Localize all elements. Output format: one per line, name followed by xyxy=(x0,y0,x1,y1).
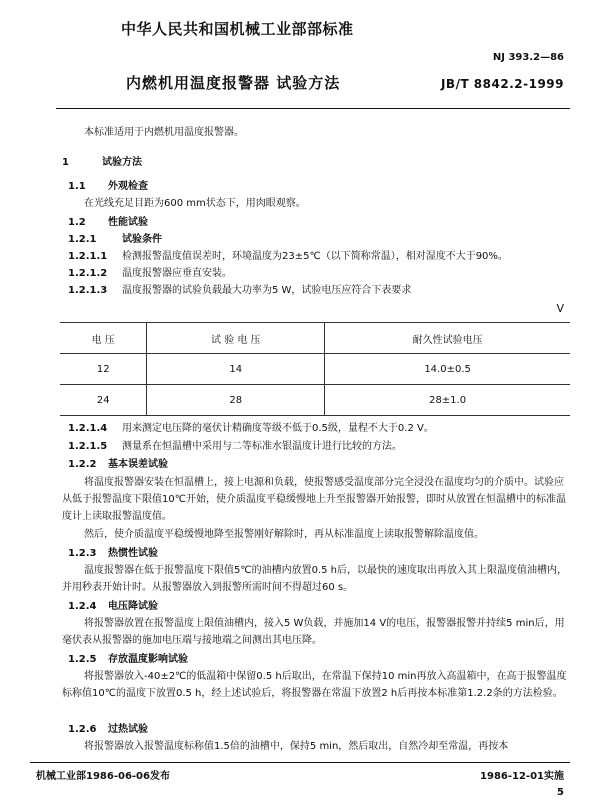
standard-number-new: JB/T 8842.2-1999 xyxy=(440,77,564,91)
section-1-2-3-heading xyxy=(68,545,568,562)
section-number: 1.2.6 xyxy=(68,724,97,735)
section-1-2-1-heading xyxy=(68,231,568,248)
section-1-2-4-paragraph: 将报警器放置在报警温度上限值油槽内，接入5 W负载，并施加14 V的电压，报警器报警并持续5 min后，用毫伏表从报警器的施加电压端与接地端之间测出其电压降。 xyxy=(62,618,565,646)
section-title: 热惯性试验 xyxy=(108,548,158,559)
table-header-cell: 试 验 电 压 xyxy=(147,323,325,354)
section-number: 1.2.2 xyxy=(68,459,97,470)
section-number: 1.2.1.3 xyxy=(68,285,108,296)
scope-paragraph: 本标准适用于内燃机用温度报警器。 xyxy=(84,127,244,138)
section-1-2-1-5 xyxy=(68,438,568,455)
section-title: 试验条件 xyxy=(122,234,162,245)
section-title: 试验方法 xyxy=(102,157,142,168)
voltage-table xyxy=(60,322,570,416)
table-cell: 12 xyxy=(60,354,147,385)
table-cell: 28±1.0 xyxy=(325,385,570,416)
section-number: 1.2.3 xyxy=(68,548,97,559)
table-cell: 14.0±0.5 xyxy=(325,354,570,385)
section-number: 1.2.4 xyxy=(68,601,97,612)
section-body: 用来测定电压降的毫伏计精确度等级不低于0.5级，量程不大于0.2 V。 xyxy=(122,423,434,434)
section-body: 温度报警器应垂直安装。 xyxy=(122,268,232,279)
section-number: 1.2.1.1 xyxy=(68,251,108,262)
section-title: 存放温度影响试验 xyxy=(108,654,188,665)
standard-number-old: NJ 393.2—86 xyxy=(492,52,564,63)
section-1-2-6-paragraph: 将报警器放入报警温度标称值1.5倍的油槽中，保持5 min，然后取出，自然冷却至常温，再按本 xyxy=(84,741,509,752)
section-number: 1 xyxy=(62,157,69,168)
table-unit: V xyxy=(556,302,564,315)
section-1-1-heading xyxy=(68,178,568,195)
table-row xyxy=(60,354,570,385)
section-1-2-3-paragraph: 温度报警器在低于报警温度下限值5℃的油槽内放置0.5 h后，以最快的速度取出再放入其上限温度值油槽内，并用秒表开始计时。从报警器放入到报警所需时间不得超过60 s。 xyxy=(62,565,568,593)
section-number: 1.2.1 xyxy=(68,234,97,245)
section-1-2-heading xyxy=(68,214,568,231)
section-1-2-2-paragraph-1: 将温度报警器安装在恒温槽上，接上电源和负载，使报警感受温度部分完全浸没在温度均匀的介质中。试验应从低于报警温度下限值10℃开始，使介质温度平稳缓慢地上升至报警器开始报警，即时从放置在恒温槽中的标准温度计上读取报警温度值。 xyxy=(62,477,566,522)
section-title: 电压降试验 xyxy=(108,601,158,612)
issued-date: 机械工业部1986-06-06发布 xyxy=(36,771,170,782)
section-1-2-1-2 xyxy=(68,265,568,282)
page-number: 5 xyxy=(557,787,564,798)
section-1-2-1-3 xyxy=(68,282,568,299)
table-header-cell: 耐久性试验电压 xyxy=(325,323,570,354)
section-title: 外观检查 xyxy=(108,181,148,192)
section-1-2-5-paragraph: 将报警器放入-40±2℃的低温箱中保留0.5 h后取出，在常温下保持10 min再放入高温箱中，在高于报警温度标称值10℃的温度下放置0.5 h，经上述试验后，将报警器在常温下放置2 h后再按本标准第1.2.2条的方法检验。 xyxy=(62,671,567,699)
table-header-row xyxy=(60,323,570,354)
section-1-2-2-heading xyxy=(68,456,568,473)
section-1-2-2-paragraph-2: 然后，使介质温度平稳缓慢地降至报警刚好解除时，再从标准温度上读取报警解除温度值。 xyxy=(84,529,484,540)
footer-rule xyxy=(30,762,570,763)
section-number: 1.2.1.2 xyxy=(68,268,108,279)
table-cell: 28 xyxy=(147,385,325,416)
section-1-heading xyxy=(62,154,568,171)
header-rule xyxy=(56,108,570,109)
section-number: 1.1 xyxy=(68,181,86,192)
table-row xyxy=(60,385,570,416)
document-title: 内燃机用温度报警器 试验方法 xyxy=(126,74,341,92)
table-cell: 14 xyxy=(147,354,325,385)
section-1-1-body: 在光线充足目距为600 mm状态下，用肉眼观察。 xyxy=(84,198,306,209)
section-title: 基本误差试验 xyxy=(108,459,168,470)
section-1-2-6-heading xyxy=(68,721,568,738)
effective-date: 1986-12-01实施 xyxy=(480,771,564,782)
section-title: 过热试验 xyxy=(108,724,148,735)
section-1-2-5-heading xyxy=(68,651,568,668)
org-title: 中华人民共和国机械工业部部标准 xyxy=(121,20,354,38)
table-header-cell: 电 压 xyxy=(60,323,147,354)
section-1-2-4-heading xyxy=(68,598,568,615)
section-number: 1.2.5 xyxy=(68,654,97,665)
section-1-2-1-1 xyxy=(68,248,568,265)
section-number: 1.2.1.4 xyxy=(68,423,108,434)
section-body: 测量系在恒温槽中采用与二等标准水银温度计进行比较的方法。 xyxy=(122,441,402,452)
section-body: 检测报警温度值误差时，环境温度为23±5℃（以下简称常温），相对湿度不大于90%。 xyxy=(122,251,508,262)
section-number: 1.2.1.5 xyxy=(68,441,108,452)
table-cell: 24 xyxy=(60,385,147,416)
section-body: 温度报警器的试验负载最大功率为5 W，试验电压应符合下表要求 xyxy=(122,285,412,296)
section-title: 性能试验 xyxy=(108,217,148,228)
section-number: 1.2 xyxy=(68,217,86,228)
section-1-2-1-4 xyxy=(68,420,568,437)
